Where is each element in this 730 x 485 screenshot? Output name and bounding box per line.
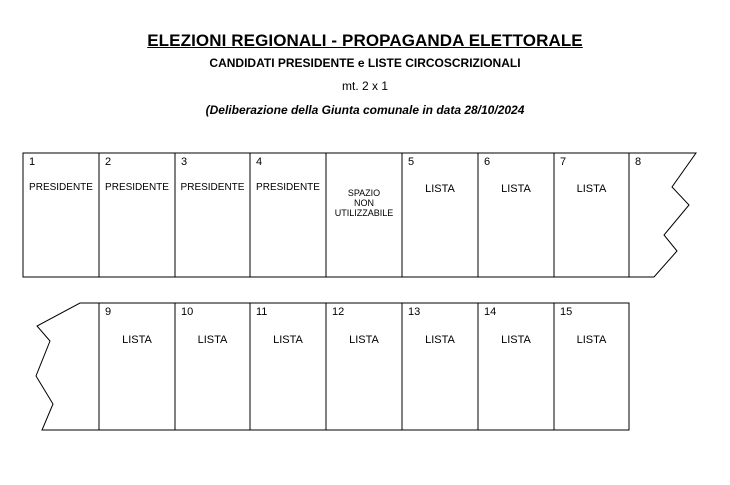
unusable-label-line: UTILIZZABILE <box>334 208 394 218</box>
unusable-label-line: NON <box>354 198 374 208</box>
space-number: 11 <box>256 306 268 318</box>
space-3 <box>175 153 250 277</box>
space-number: 13 <box>408 306 421 318</box>
space-label: PRESIDENTE <box>180 182 245 193</box>
space-11 <box>250 303 326 430</box>
space-label: PRESIDENTE <box>256 182 320 193</box>
space-number: 7 <box>560 156 567 168</box>
space-number: 5 <box>408 156 415 168</box>
space-1 <box>23 153 99 277</box>
space-number: 9 <box>105 306 112 318</box>
document-title: ELEZIONI REGIONALI - PROPAGANDA ELETTORALE <box>147 31 583 50</box>
space-number: 3 <box>181 156 188 168</box>
space-6 <box>478 153 554 277</box>
space-10 <box>175 303 250 430</box>
space-number: 14 <box>484 306 497 318</box>
space-4 <box>250 153 326 277</box>
deliberation-note: (Deliberazione della Giunta comunale in data 28/10/2024 <box>205 103 525 117</box>
space-label: PRESIDENTE <box>105 182 169 193</box>
space-label: LISTA <box>349 334 379 346</box>
space-label: LISTA <box>425 334 455 346</box>
space-number: 2 <box>105 156 112 168</box>
space-13 <box>402 303 478 430</box>
space-label: PRESIDENTE <box>29 182 93 193</box>
space-label: LISTA <box>576 334 607 346</box>
space-unusable <box>326 153 402 277</box>
space-number: 8 <box>635 156 642 168</box>
space-label: LISTA <box>576 183 607 195</box>
space-12 <box>326 303 402 430</box>
space-15 <box>554 303 629 430</box>
space-label: LISTA <box>122 334 152 346</box>
space-number: 1 <box>29 156 36 168</box>
space-number: 15 <box>560 306 573 318</box>
board-size: mt. 2 x 1 <box>341 79 388 93</box>
space-label: LISTA <box>501 183 531 195</box>
space-8 <box>629 153 669 277</box>
space-number: 12 <box>332 306 345 318</box>
space-7 <box>554 153 629 277</box>
unusable-label <box>326 188 402 218</box>
space-label: LISTA <box>273 334 303 346</box>
space-2 <box>99 153 175 277</box>
document-subtitle: CANDIDATI PRESIDENTE e LISTE CIRCOSCRIZIONALI <box>209 56 521 70</box>
space-5 <box>402 153 478 277</box>
space-number: 4 <box>256 156 263 168</box>
space-label: LISTA <box>197 334 228 346</box>
space-number: 6 <box>484 156 491 168</box>
space-number: 10 <box>181 306 194 318</box>
unusable-label-line: SPAZIO <box>347 188 381 198</box>
space-9 <box>99 303 175 430</box>
space-14 <box>478 303 554 430</box>
space-label: LISTA <box>425 183 455 195</box>
space-label: LISTA <box>501 334 531 346</box>
